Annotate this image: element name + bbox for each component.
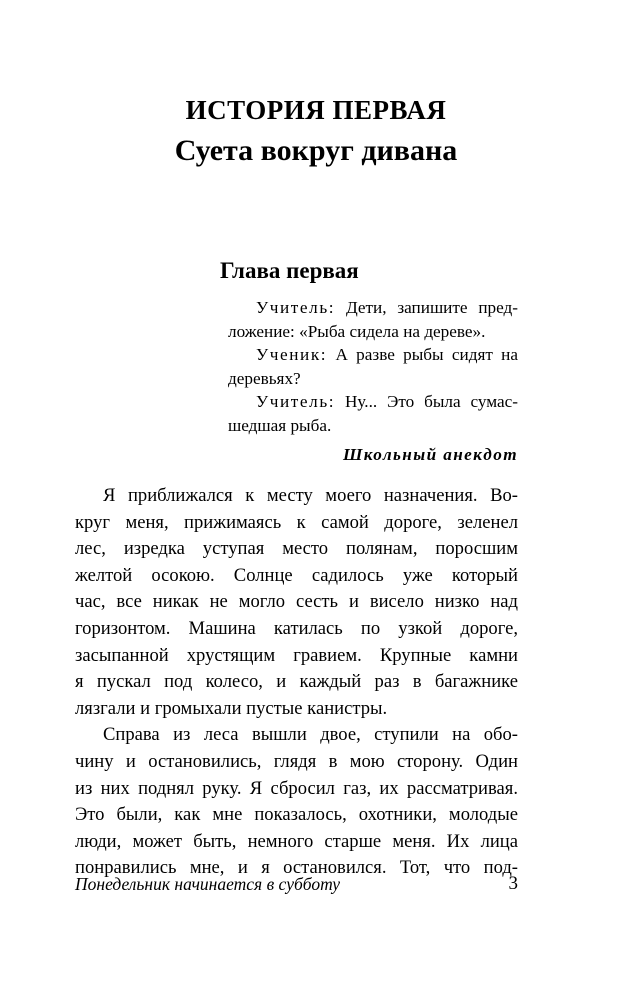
- text-line: понравились мне, и я остановился. Тот, что под-: [75, 857, 518, 879]
- epigraph-text: А разве рыбы сидят на деревьях?: [228, 345, 518, 388]
- text-line: час, все никак не могло сесть и висело низко над: [75, 591, 518, 613]
- epigraph-text: Дети, запишите пред-ложение: «Рыба сидела на дереве».: [228, 298, 518, 341]
- epigraph-speaker: Учитель:: [256, 298, 336, 317]
- text-line: Это были, как мне показалось, охотники, молодые: [75, 804, 518, 826]
- text-line: горизонтом. Машина катилась по узкой дороге,: [75, 617, 518, 639]
- epigraph-line: [228, 390, 518, 437]
- text-line: лес, изредка уступая место полянам, поросшим: [75, 538, 518, 560]
- epigraph-speaker: Ученик:: [256, 345, 328, 364]
- text-line: я пускал под колесо, и каждый раз в багажнике: [75, 671, 518, 693]
- epigraph-line: [228, 343, 518, 390]
- page-number: 3: [508, 873, 518, 894]
- epigraph-source: Школьный анекдот: [343, 445, 518, 464]
- text-line: засыпанной хрустящим гравием. Крупные камни: [75, 644, 518, 666]
- epigraph-text: Ну... Это была сумас-шедшая рыба.: [228, 392, 518, 435]
- text-line: люди, может быть, немного старше меня. Их лица: [75, 830, 518, 852]
- book-title: Понедельник начинается в субботу: [75, 874, 341, 894]
- text-line: Справа из леса вышли двое, ступили на обо-: [103, 724, 518, 746]
- epigraph: [228, 296, 518, 467]
- body-text: [75, 483, 518, 882]
- epigraph-speaker: Учитель:: [256, 392, 336, 411]
- text-line: Я приближался к месту моего назначения. Во-: [103, 485, 518, 506]
- text-line: лязгали и громыхали пустые канистры.: [75, 697, 388, 719]
- story-heading: [0, 90, 632, 172]
- text-line: чину и остановились, глядя в мою сторону. Один: [75, 750, 518, 772]
- chapter-title: Глава первая: [220, 258, 359, 283]
- text-line: из них поднял руку. Я сбросил газ, их рассматривая.: [75, 777, 518, 799]
- story-label: ИСТОРИЯ ПЕРВАЯ: [185, 95, 447, 125]
- text-line: круг меня, прижимаясь к самой дороге, зеленел: [75, 511, 518, 533]
- text-line: желтой осокою. Солнце садилось уже который: [75, 564, 518, 586]
- running-footer: [75, 872, 518, 896]
- epigraph-line: [228, 296, 518, 343]
- story-subtitle: Суета вокруг дивана: [174, 134, 458, 167]
